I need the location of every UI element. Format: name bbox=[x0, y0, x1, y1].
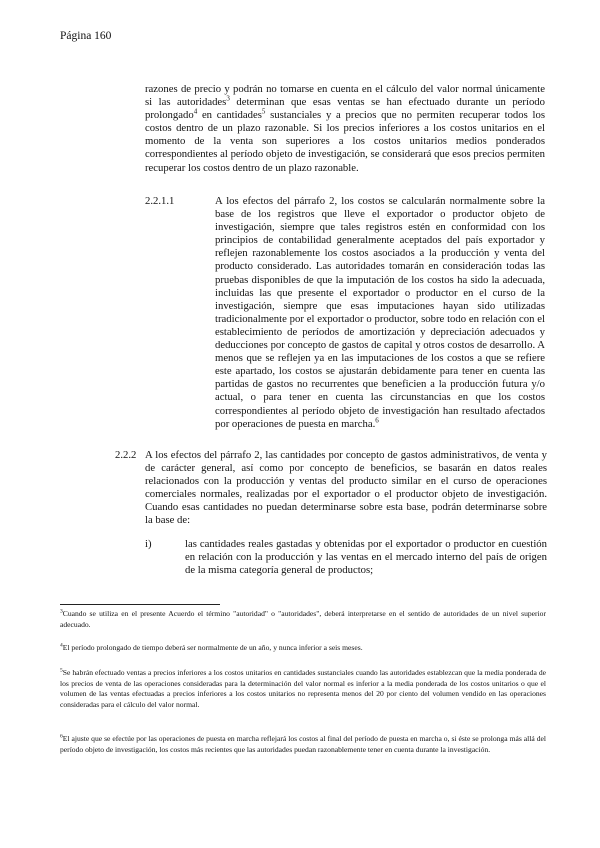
page-number-header: Página 160 bbox=[60, 30, 112, 42]
footnote-6: $^6$El ajuste que se efectúe por las operaciones de puesta en marcha reflejará los costos al final del período de puesta en marcha o, si éste se prolonga más allá del período objeto de investigación, los costos más recientes que las autoridades puedan razonablemente tener en cuenta durante la investigación. bbox=[60, 733, 546, 754]
footnote-ref-5[interactable]: 5 bbox=[261, 107, 266, 116]
footnote-5: $^5$Se habrán efectuado ventas a precios inferiores a los costos unitarios en cantidades sustanciales cuando las autoridades establezcan que la media ponderada de los precios de venta de las operaciones consideradas para la determinación del valor normal es inferior a la media ponderada de los costos unitarios o que el volumen de las ventas efectuadas a precios inferiores a los costos unitarios no representa menos del 20 por ciento del volumen vendido en las operaciones consideradas para el cálculo del valor normal. bbox=[60, 667, 546, 709]
list-item-number: i) bbox=[145, 538, 152, 550]
footnote-ref-6[interactable]: 6 bbox=[375, 416, 379, 425]
section-text: A los efectos del párrafo 2, los costos se calcularán normalmente sobre la base de los registros que lleve el exportador o productor objeto de investigación, siempre que tales registros estén en conformidad con los principios de contabilidad generalmente aceptados del país exportador y reflejen razonablemente los costos asociados a la producción y venta del producto considerado. Las autoridades tomarán en consideración todas las pruebas disponibles de que la imputación de los costos ha sido la adecuada, incluidas las que presente el exportador o productor en el curso de la investigación, siempre que esas imputaciones hayan sido utilizadas tradicionalmente por el exportador o productor, sobre todo en relación con el establecimiento de períodos de amortización y depreciación adecuados y deducciones por concepto de gastos de capital y otros costos de desarrollo. A menos que se reflejen ya en las imputaciones de los costos a que se refiere este apartado, los costos se ajustarán debidamente para tener en cuenta las partidas de gastos no recurrentes que beneficien a la producción futura y/o actual, o para tener en cuenta las circunstancias en que los costos correspondientes al período objeto de investigación han resultado afectados por operaciones de puesta en marcha.$^6$ bbox=[215, 195, 545, 430]
footnote-3: $^3$Cuando se utiliza en el presente Acuerdo el término "autoridad" o "autoridades", deberá interpretarse en el sentido de autoridades de un nivel superior adecuado. bbox=[60, 608, 546, 629]
section-text: A los efectos del párrafo 2, las cantidades por concepto de gastos administrativos, de venta y de carácter general, así como por concepto de beneficios, se basarán en datos reales relacionados con la producción y ventas del producto similar en el curso de operaciones comerciales normales, realizadas por el exportador o el productor objeto de investigación. Cuando esas cantidades no puedan determinarse sobre esta base, podrán determinarse sobre la base de: bbox=[145, 449, 547, 527]
section-2-2-1-1 bbox=[145, 195, 545, 431]
footnote-ref-4[interactable]: 4 bbox=[193, 107, 198, 116]
footnote-divider bbox=[60, 604, 220, 605]
section-number: 2.2.1.1 bbox=[145, 195, 175, 207]
section-2-2-2 bbox=[115, 449, 547, 528]
footnote-ref-3[interactable]: 3 bbox=[226, 94, 230, 103]
list-item-text: las cantidades reales gastadas y obtenidas por el exportador o productor en cuestión en relación con la producción y las ventas en el mercado interno del país de origen de la misma categoría general de productos; bbox=[185, 538, 547, 577]
section-number: 2.2.2 bbox=[115, 449, 137, 461]
list-item-i bbox=[145, 538, 547, 577]
footnote-4: $^4$El período prolongado de tiempo deberá ser normalmente de un año, y nunca inferior a seis meses. bbox=[60, 642, 363, 652]
intro-paragraph: razones de precio y podrán no tomarse en cuenta en el cálculo del valor normal únicamente si las autoridades$^3$ determinan que esas ventas se han efectuado durante un período prolongado$^4$ en cantidades$^5$ sustanciales y a precios que no permiten recuperar todos los costos dentro de un plazo razonable. Si los precios inferiores a los costos unitarios en el momento de la venta son superiores a los costos unitarios medios ponderados correspondientes al período objeto de investigación, se considerará que esos precios permiten recuperar los costos dentro de un plazo razonable. bbox=[145, 83, 545, 174]
